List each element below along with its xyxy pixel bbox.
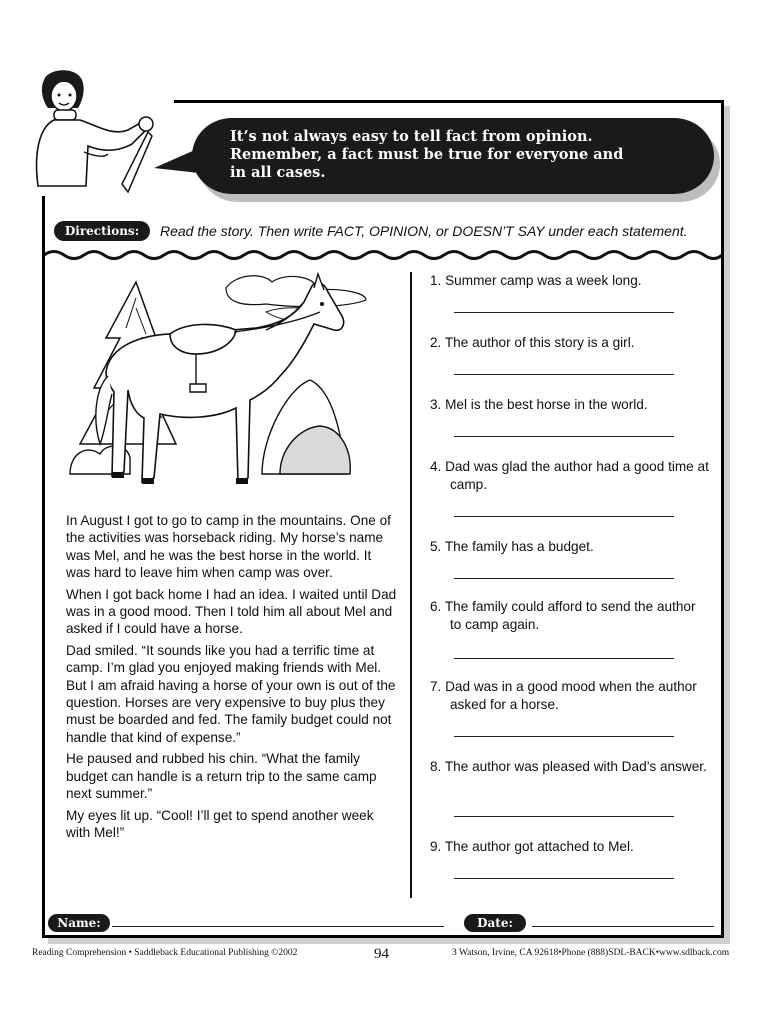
date-label: Date: <box>464 914 526 932</box>
answer-line[interactable] <box>454 578 674 579</box>
statement-item <box>430 678 710 714</box>
name-label: Name: <box>48 914 110 932</box>
speech-line: It’s not always easy to tell fact from opinion. <box>230 128 593 145</box>
statement-item <box>430 272 710 290</box>
statement-text: 6. The family could afford to send the author to camp again. <box>430 599 696 632</box>
statement-item <box>430 396 710 414</box>
statement-text: 4. Dad was glad the author had a good time at camp. <box>430 459 709 492</box>
statement-item <box>430 334 710 352</box>
statement-text: 2. The author of this story is a girl. <box>430 335 635 350</box>
story-paragraph: Dad smiled. “It sounds like you had a terrific time at camp. I’m glad you enjoyed making friends with Mel. But I am afraid having a horse of your own is out of the question. Horses are very expensive to buy plus they must be boarded and fed. The family budget could not handle that kind of expense.” <box>66 642 396 745</box>
answer-line[interactable] <box>454 658 674 659</box>
statement-text: 1. Summer camp was a week long. <box>430 273 642 288</box>
wavy-divider <box>44 248 722 262</box>
name-input[interactable] <box>112 926 444 927</box>
statement-text: 7. Dad was in a good mood when the author asked for a horse. <box>430 679 697 712</box>
story-paragraph: He paused and rubbed his chin. “What the family budget can handle is a return trip to the same camp next summer.” <box>66 751 377 802</box>
story-paragraph: My eyes lit up. “Cool! I’ll get to spend another week with Mel!” <box>66 807 374 840</box>
footer-publisher: Reading Comprehension • Saddleback Educational Publishing ©2002 <box>32 948 298 958</box>
page-number: 94 <box>374 946 389 962</box>
speech-line: Remember, a fact must be true for everyone and <box>230 146 624 163</box>
answer-line[interactable] <box>454 816 674 817</box>
statement-text: 8. The author was pleased with Dad’s answer. <box>430 759 707 774</box>
statement-text: 3. Mel is the best horse in the world. <box>430 397 648 412</box>
story-paragraph: In August I got to go to camp in the mountains. One of the activities was horseback riding. My horse’s name was Mel, and he was the best horse in the world. It was hard to leave him when camp was over. <box>66 513 391 581</box>
statement-item <box>430 838 710 856</box>
directions-label: Directions: <box>54 221 150 241</box>
story-text <box>66 512 398 845</box>
column-divider <box>410 272 412 898</box>
speech-bubble-text <box>230 128 700 182</box>
speech-line: in all cases. <box>230 164 326 181</box>
statement-text: 5. The family has a budget. <box>430 539 594 554</box>
answer-line[interactable] <box>454 436 674 437</box>
date-input[interactable] <box>532 926 714 927</box>
statement-item <box>430 758 710 776</box>
footer-contact: 3 Watson, Irvine, CA 92618•Phone (888)SDL-BACK•www.sdlback.com <box>452 948 730 958</box>
answer-line[interactable] <box>454 374 674 375</box>
answer-line[interactable] <box>454 312 674 313</box>
story-paragraph: When I got back home I had an idea. I waited until Dad was in a good mood. Then I told him all about Mel and asked if I could have a horse. <box>66 586 397 637</box>
horse-illustration <box>66 268 388 498</box>
statement-text: 9. The author got attached to Mel. <box>430 839 634 854</box>
answer-line[interactable] <box>454 516 674 517</box>
statement-item <box>430 458 710 494</box>
answer-line[interactable] <box>454 878 674 879</box>
statement-item <box>430 538 710 556</box>
answer-line[interactable] <box>454 736 674 737</box>
directions-text: Read the story. Then write FACT, OPINION, or DOESN’T SAY under each statement. <box>160 223 688 239</box>
statement-item <box>430 598 710 634</box>
